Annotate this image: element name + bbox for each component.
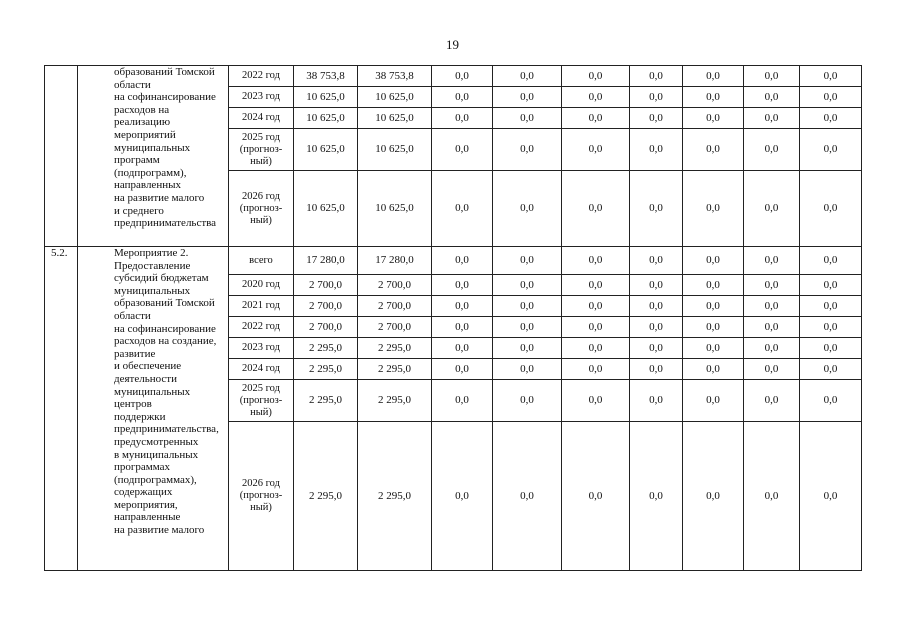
table-row [45,247,862,275]
year-cell: 2024 год [229,108,294,129]
value-cell: 0,0 [493,359,562,380]
value-cell: 0,0 [432,171,493,247]
value-cell: 0,0 [493,66,562,87]
value-cell: 0,0 [744,87,800,108]
year-cell: 2025 год (прогноз- ный) [229,380,294,422]
year-cell: 2024 год [229,359,294,380]
value-cell: 0,0 [562,422,630,571]
value-cell: 10 625,0 [294,171,358,247]
value-cell: 0,0 [562,338,630,359]
value-cell: 0,0 [493,129,562,171]
value-cell: 0,0 [493,422,562,571]
value-cell: 0,0 [744,317,800,338]
value-cell: 0,0 [744,66,800,87]
value-cell: 38 753,8 [358,66,432,87]
value-cell: 0,0 [744,338,800,359]
value-cell: 0,0 [432,87,493,108]
value-cell: 0,0 [630,108,683,129]
year-cell: 2022 год [229,317,294,338]
value-cell: 0,0 [432,108,493,129]
value-cell: 0,0 [630,247,683,275]
item-number: 5.2. [45,247,78,571]
value-cell: 0,0 [800,317,862,338]
value-cell: 2 295,0 [294,338,358,359]
value-cell: 2 295,0 [358,380,432,422]
value-cell: 10 625,0 [358,108,432,129]
value-cell: 0,0 [432,66,493,87]
value-cell: 0,0 [800,171,862,247]
item-number [45,66,78,247]
value-cell: 0,0 [683,129,744,171]
value-cell: 0,0 [493,87,562,108]
year-cell: всего [229,247,294,275]
value-cell: 0,0 [683,247,744,275]
value-cell: 0,0 [683,338,744,359]
value-cell: 0,0 [562,380,630,422]
value-cell: 10 625,0 [358,129,432,171]
value-cell: 0,0 [744,296,800,317]
value-cell: 0,0 [683,87,744,108]
value-cell: 0,0 [562,66,630,87]
value-cell: 0,0 [493,317,562,338]
value-cell: 0,0 [800,247,862,275]
value-cell: 0,0 [683,422,744,571]
value-cell: 0,0 [630,317,683,338]
year-cell: 2021 год [229,296,294,317]
value-cell: 0,0 [630,275,683,296]
value-cell: 0,0 [432,275,493,296]
value-cell: 17 280,0 [294,247,358,275]
value-cell: 0,0 [630,66,683,87]
value-cell: 0,0 [630,359,683,380]
value-cell: 0,0 [800,380,862,422]
value-cell: 0,0 [744,275,800,296]
value-cell: 2 295,0 [294,359,358,380]
year-cell: 2026 год (прогноз- ный) [229,171,294,247]
value-cell: 0,0 [630,338,683,359]
value-cell: 0,0 [800,66,862,87]
value-cell: 2 295,0 [358,422,432,571]
value-cell: 10 625,0 [358,87,432,108]
value-cell: 0,0 [683,359,744,380]
year-cell: 2020 год [229,275,294,296]
value-cell: 0,0 [493,380,562,422]
value-cell: 0,0 [432,380,493,422]
value-cell: 0,0 [432,317,493,338]
value-cell: 0,0 [562,275,630,296]
value-cell: 0,0 [493,338,562,359]
value-cell: 0,0 [744,380,800,422]
value-cell: 0,0 [630,380,683,422]
value-cell: 0,0 [562,171,630,247]
value-cell: 0,0 [562,108,630,129]
value-cell: 10 625,0 [294,129,358,171]
value-cell: 0,0 [800,338,862,359]
value-cell: 0,0 [630,129,683,171]
value-cell: 0,0 [493,296,562,317]
value-cell: 0,0 [744,108,800,129]
value-cell: 10 625,0 [358,171,432,247]
value-cell: 0,0 [562,247,630,275]
value-cell: 0,0 [800,129,862,171]
value-cell: 0,0 [683,296,744,317]
value-cell: 0,0 [630,87,683,108]
value-cell: 38 753,8 [294,66,358,87]
value-cell: 0,0 [683,380,744,422]
value-cell: 0,0 [800,422,862,571]
value-cell: 0,0 [744,247,800,275]
value-cell: 2 295,0 [294,422,358,571]
value-cell: 0,0 [800,87,862,108]
value-cell: 0,0 [562,359,630,380]
value-cell: 0,0 [800,108,862,129]
item-description: Мероприятие 2. Предоставление субсидий бюджетам муниципальных образований Томской области на софинансирование расходов на создание, развитие и обеспечение деятельности муниципальных центров поддержки предпринимательства, предусмотренных в муниципальных программах (подпрограммах), содержащих мероприятия, направленные на развитие малого [78,247,229,571]
value-cell: 0,0 [493,108,562,129]
value-cell: 0,0 [800,296,862,317]
year-cell: 2023 год [229,87,294,108]
value-cell: 0,0 [744,359,800,380]
year-cell: 2023 год [229,338,294,359]
value-cell: 2 700,0 [294,275,358,296]
value-cell: 0,0 [744,171,800,247]
value-cell: 0,0 [562,317,630,338]
year-cell: 2026 год (прогноз- ный) [229,422,294,571]
value-cell: 0,0 [744,129,800,171]
value-cell: 0,0 [493,247,562,275]
value-cell: 0,0 [432,338,493,359]
value-cell: 0,0 [562,296,630,317]
value-cell: 0,0 [683,171,744,247]
value-cell: 0,0 [493,275,562,296]
value-cell: 0,0 [683,275,744,296]
value-cell: 0,0 [432,359,493,380]
budget-table [44,65,862,571]
value-cell: 2 700,0 [358,317,432,338]
value-cell: 2 700,0 [294,296,358,317]
value-cell: 0,0 [432,129,493,171]
item-description: образований Томской области на софинансирование расходов на реализацию мероприятий муниципальных программ (подпрограмм), направленных на развитие малого и среднего предпринимательства [78,66,229,247]
value-cell: 0,0 [493,171,562,247]
value-cell: 2 295,0 [294,380,358,422]
value-cell: 0,0 [630,296,683,317]
value-cell: 0,0 [800,275,862,296]
value-cell: 2 700,0 [294,317,358,338]
year-cell: 2025 год (прогноз- ный) [229,129,294,171]
value-cell: 2 295,0 [358,338,432,359]
value-cell: 2 295,0 [358,359,432,380]
value-cell: 17 280,0 [358,247,432,275]
value-cell: 0,0 [683,317,744,338]
value-cell: 2 700,0 [358,275,432,296]
value-cell: 0,0 [800,359,862,380]
value-cell: 0,0 [630,422,683,571]
value-cell: 0,0 [562,129,630,171]
table-row [45,66,862,87]
page-number: 19 [446,37,459,52]
value-cell: 0,0 [683,108,744,129]
value-cell: 0,0 [432,422,493,571]
value-cell: 0,0 [432,296,493,317]
value-cell: 10 625,0 [294,108,358,129]
value-cell: 0,0 [432,247,493,275]
value-cell: 0,0 [744,422,800,571]
value-cell: 0,0 [562,87,630,108]
value-cell: 0,0 [630,171,683,247]
value-cell: 2 700,0 [358,296,432,317]
value-cell: 10 625,0 [294,87,358,108]
value-cell: 0,0 [683,66,744,87]
year-cell: 2022 год [229,66,294,87]
